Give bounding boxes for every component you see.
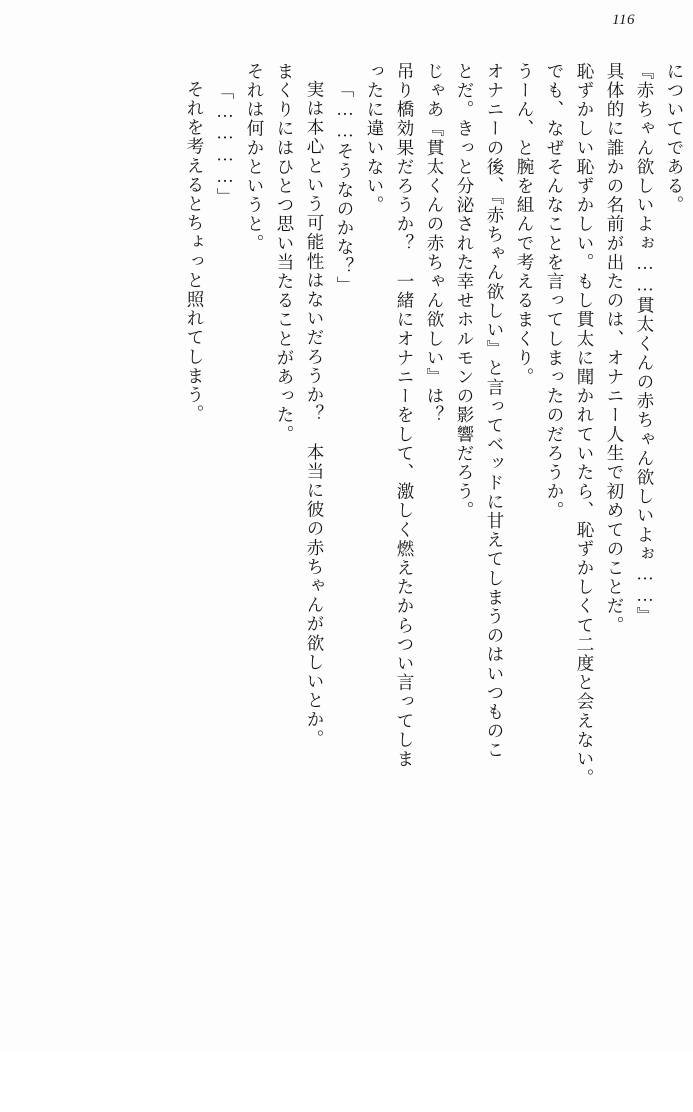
text-column: 「…………」 (215, 82, 235, 207)
text-column: オナニーの後、『赤ちゃん欲しい』と言ってベッドに甘えてしまうのはいつものこ (485, 62, 505, 760)
text-column: 実は本心という可能性はないだろうか？ 本当に彼の赤ちゃんが欲しいとか。 (305, 80, 325, 749)
text-column: それを考えるとちょっと照れてしまう。 (185, 80, 205, 424)
text-column: それは何かというと。 (245, 62, 265, 253)
text-column: じゃあ『貫太くんの赤ちゃん欲しい』は？ (425, 62, 445, 425)
text-column: でも、なぜそんなことを言ってしまったのだろうか。 (545, 62, 565, 521)
text-column: 具体的に誰かの名前が出たのは、オナニー人生で初めてのことだ。 (605, 62, 625, 635)
page-number: 116 (612, 12, 635, 28)
text-column: 『赤ちゃん欲しいよぉ……貫太くんの赤ちゃん欲しいよぉ……』 (635, 62, 655, 626)
continuation-column-wrapper (653, 62, 683, 1112)
text-column: ったに違いない。 (365, 62, 385, 215)
text-column: 吊り橋効果だろうか？ 一緒にオナニーをして、激しく燃えたからつい言ってしま (395, 62, 415, 769)
text-column: とだ。きっと分泌された幸せホルモンの影響だろう。 (455, 62, 475, 521)
text-column: 恥ずかしい恥ずかしい。もし貫太に聞かれていたら、恥ずかしくて二度と会えない。 (575, 62, 595, 788)
text-column: うーん、と腕を組んで考えるまくり。 (515, 62, 535, 387)
text-column: まくりにはひとつ思い当たることがあった。 (275, 62, 295, 444)
text-column: 「……そうなのかな？」 (335, 80, 355, 296)
vertical-text-block (44, 62, 653, 1018)
text-column-continuation: についてである。 (665, 62, 685, 215)
